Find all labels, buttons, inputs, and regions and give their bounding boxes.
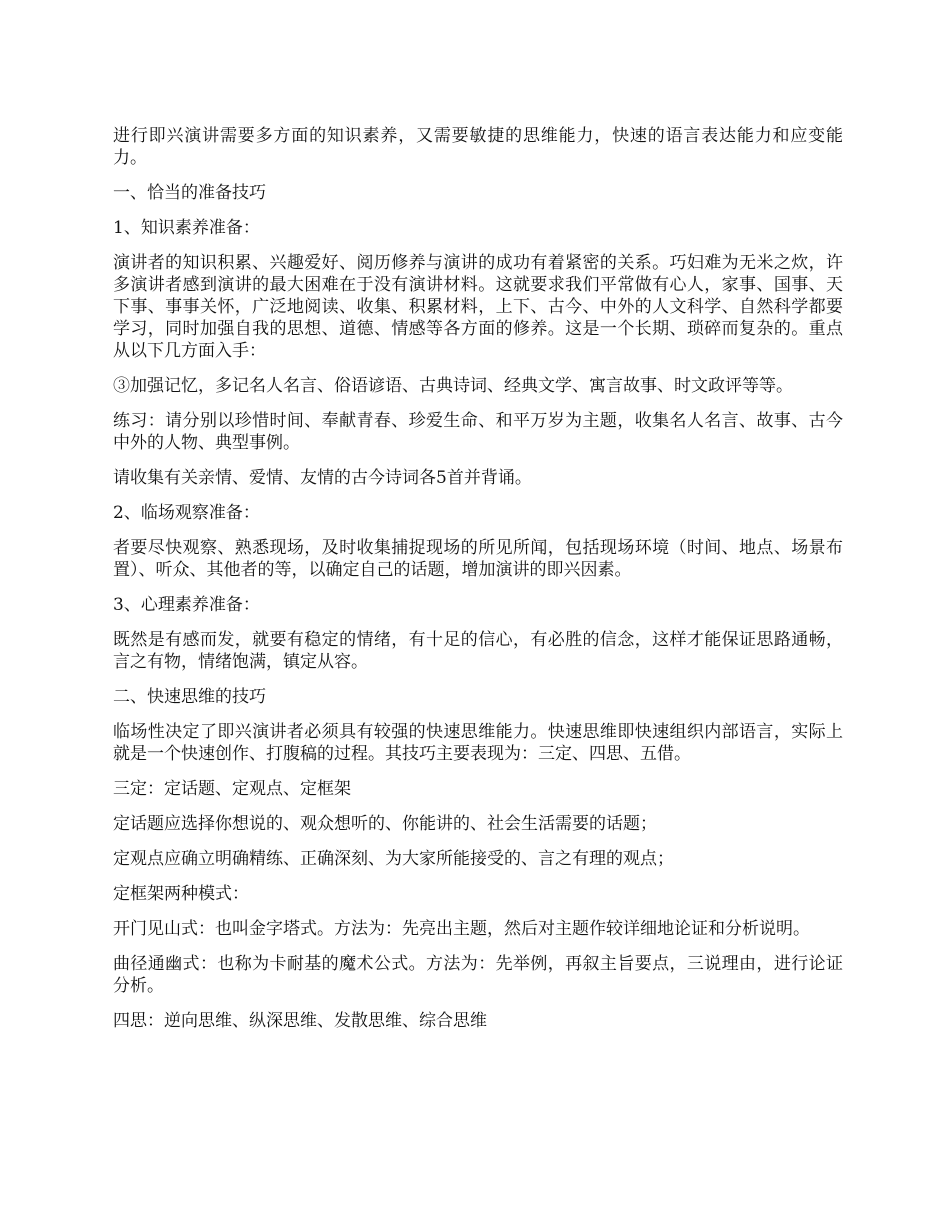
subheading-knowledge: 1、知识素养准备：: [113, 218, 260, 238]
indirect-mode-paragraph: 曲径通幽式：也称为卡耐基的魔术公式。方法为：先举例，再叙主旨要点，三说理由，进行论证分析。: [113, 954, 843, 996]
section-heading-thinking: 二、快速思维的技巧: [113, 687, 266, 707]
direct-mode-paragraph: 开门见山式：也叫金字塔式。方法为：先亮出主题，然后对主题作较详细地论证和分析说明。: [113, 919, 810, 939]
framework-paragraph: 定框架两种模式：: [113, 884, 249, 904]
observation-paragraph: 者要尽快观察、熟悉现场，及时收集捕捉现场的所见所闻，包括现场环境（时间、地点、场景布置）、听众、其他者的等，以确定自己的话题，增加演讲的即兴因素。: [113, 538, 843, 580]
subheading-psychology: 3、心理素养准备：: [113, 595, 260, 615]
document-body: [113, 125, 843, 1045]
section-heading-preparation: 一、恰当的准备技巧: [113, 183, 266, 203]
memory-paragraph: ③加强记忆，多记名人名言、俗语谚语、古典诗词、经典文学、寓言故事、时文政评等等。: [113, 376, 793, 396]
thinking-paragraph: 临场性决定了即兴演讲者必须具有较强的快速思维能力。快速思维即快速组织内部语言，实际上就是一个快速创作、打腹稿的过程。其技巧主要表现为：三定、四思、五借。: [113, 722, 843, 764]
viewpoint-paragraph: 定观点应确立明确精练、正确深刻、为大家所能接受的、言之有理的观点；: [113, 849, 674, 869]
four-thinkings-paragraph: 四思：逆向思维、纵深思维、发散思维、综合思维: [113, 1011, 487, 1031]
knowledge-paragraph: 演讲者的知识积累、兴趣爱好、阅历修养与演讲的成功有着紧密的关系。巧妇难为无米之炊，许多演讲者感到演讲的最大困难在于没有演讲材料。这就要求我们平常做有心人，家事、国事、天下事、事事关怀，广泛地阅读、收集、积累材料，上下、古今、中外的人文科学、自然科学都要学习，同时加强自我的思想、道德、情感等各方面的修养。这是一个长期、琐碎而复杂的。重点从以下几方面入手：: [113, 253, 843, 361]
topic-paragraph: 定话题应选择你想说的、观众想听的、你能讲的、社会生活需要的话题；: [113, 814, 657, 834]
subheading-observation: 2、临场观察准备：: [113, 503, 260, 523]
poem-exercise-paragraph: 请收集有关亲情、爱情、友情的古今诗词各5首并背诵。: [113, 468, 532, 488]
exercise-paragraph: 练习：请分别以珍惜时间、奉献青春、珍爱生命、和平万岁为主题，收集名人名言、故事、古今中外的人物、典型事例。: [113, 411, 843, 453]
psychology-paragraph: 既然是有感而发，就要有稳定的情绪，有十足的信心，有必胜的信念，这样才能保证思路通畅，言之有物，情绪饱满，镇定从容。: [113, 630, 843, 672]
three-fixes-heading: 三定：定话题、定观点、定框架: [113, 779, 351, 799]
intro-paragraph: 进行即兴演讲需要多方面的知识素养，又需要敏捷的思维能力，快速的语言表达能力和应变能力。: [113, 126, 843, 168]
